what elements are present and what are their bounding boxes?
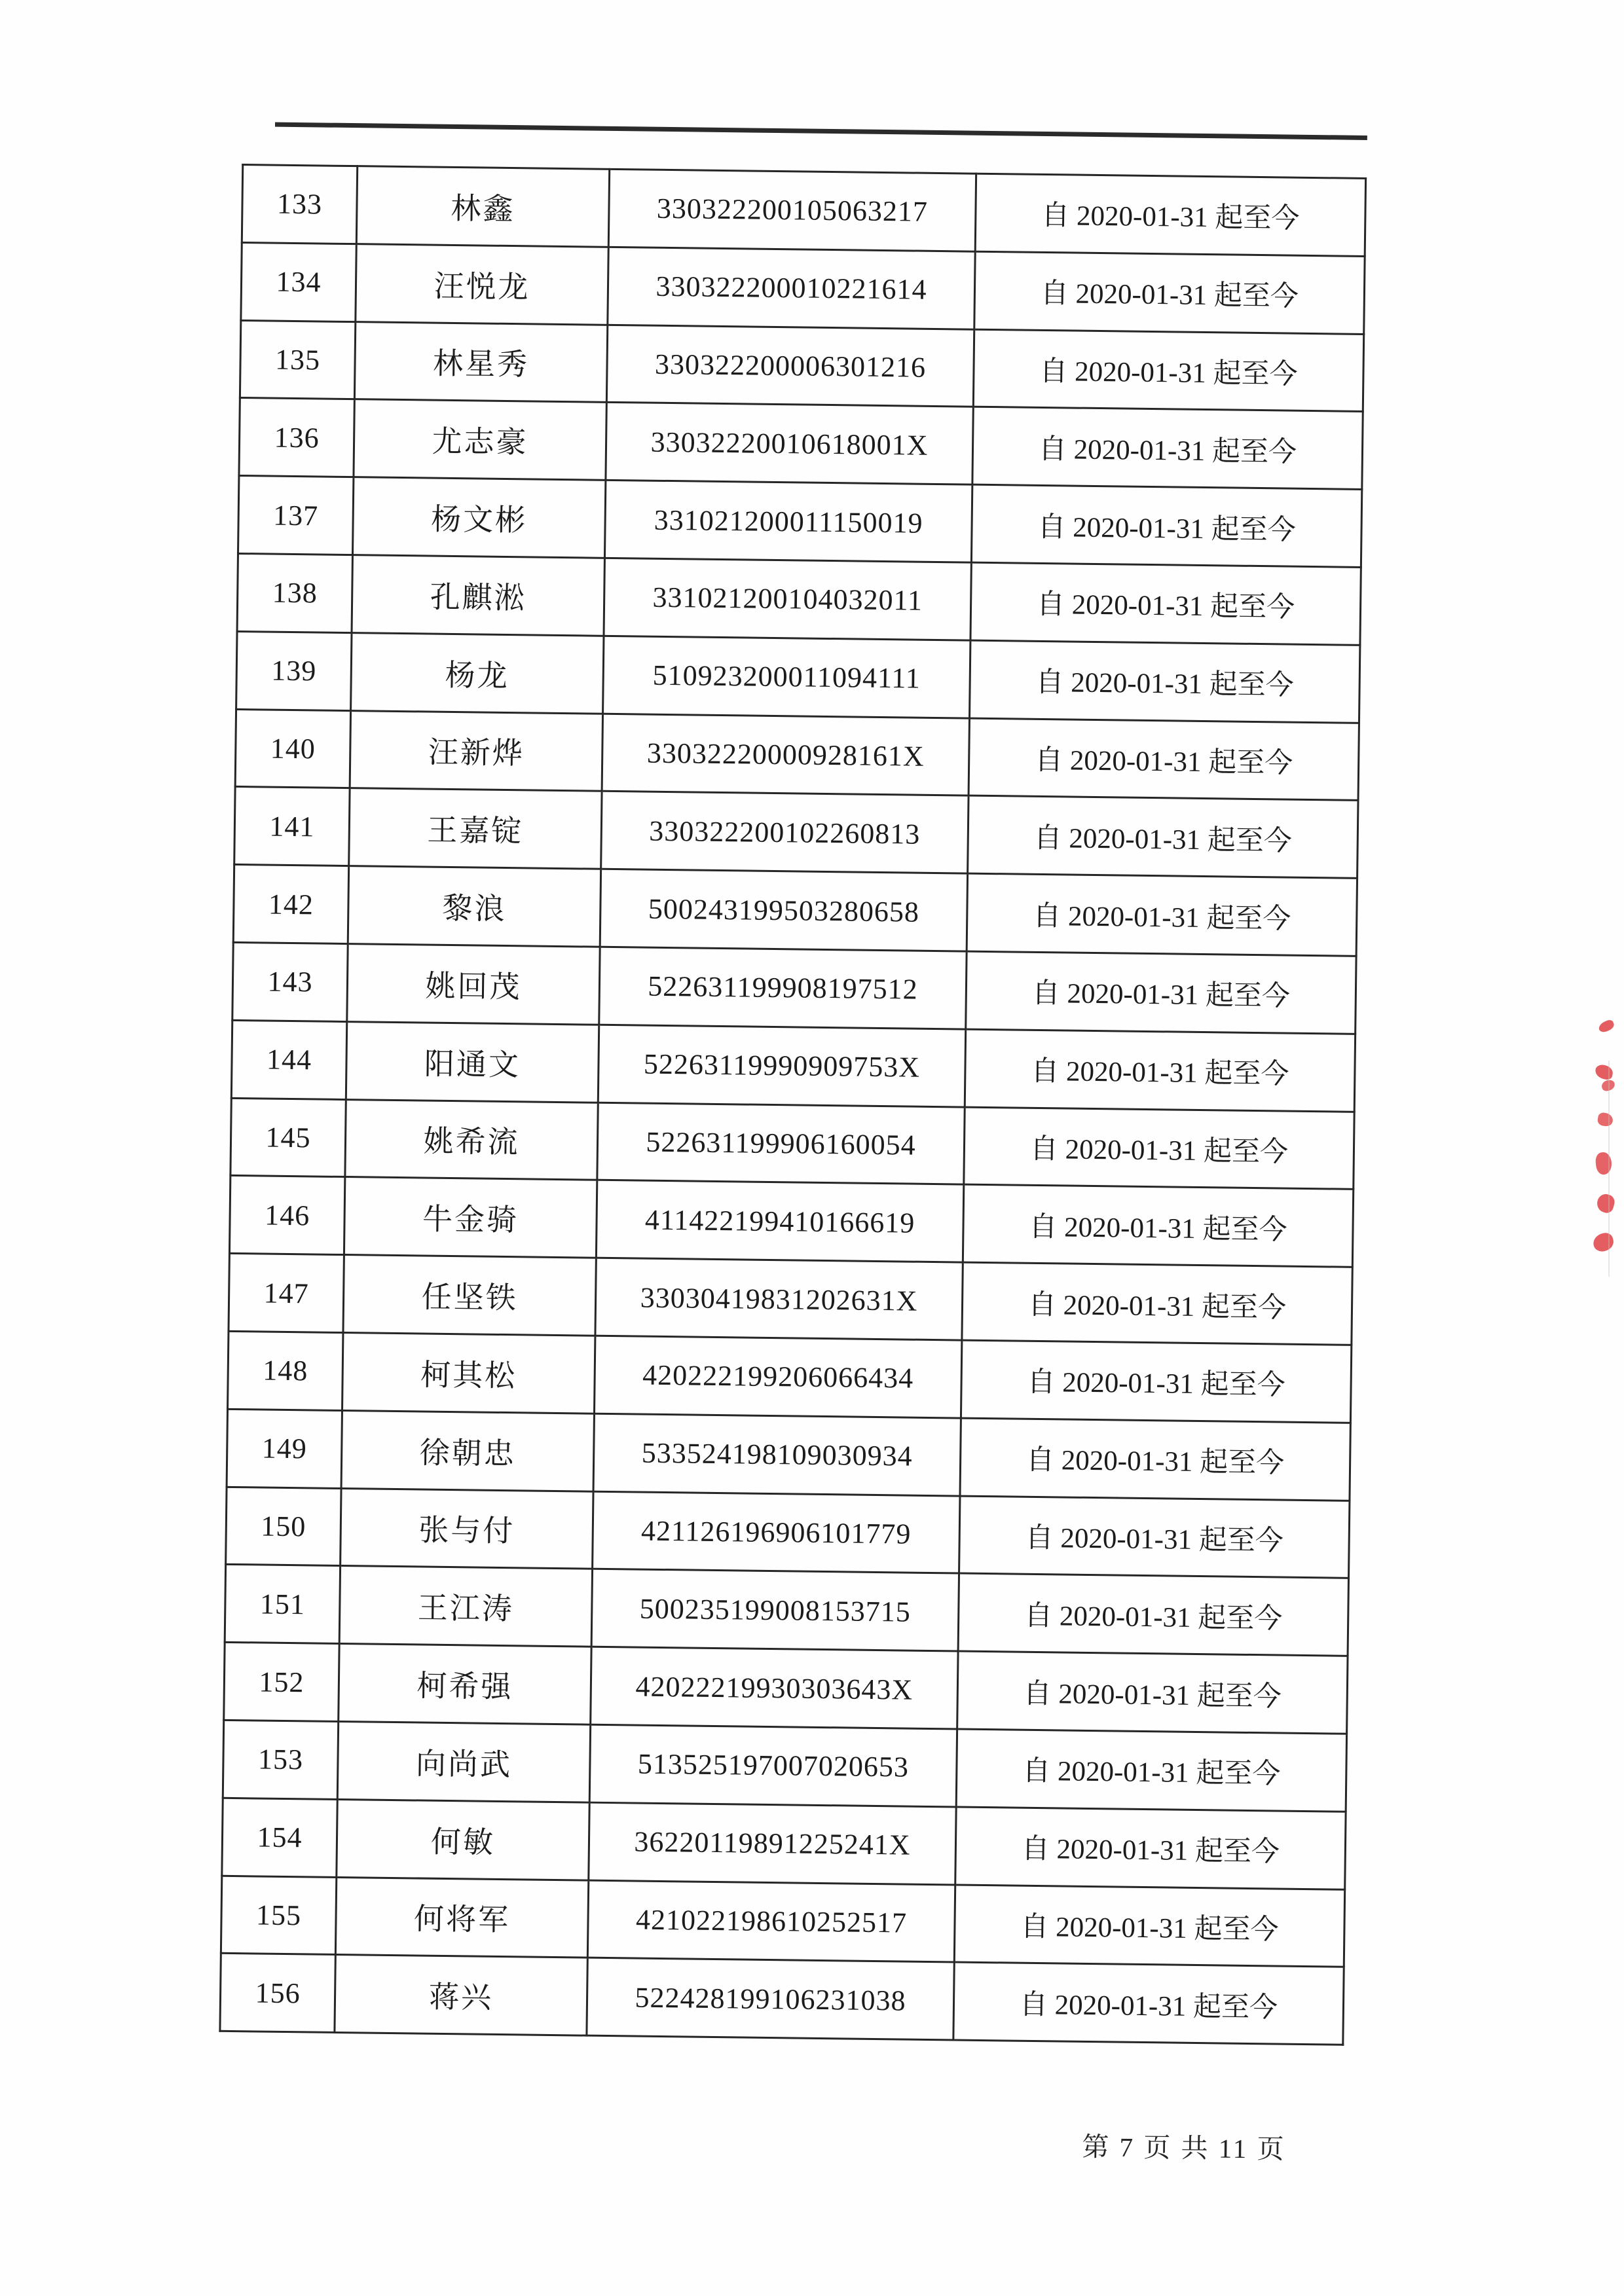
table-row xyxy=(231,1020,1355,1112)
id-number-cell: 500235199008153715 xyxy=(591,1569,959,1652)
period-cell: 自 2020-01-31 起至今 xyxy=(960,1418,1350,1501)
period-cell: 自 2020-01-31 起至今 xyxy=(961,1340,1351,1423)
table-row xyxy=(241,242,1365,334)
period-cell: 自 2020-01-31 起至今 xyxy=(965,1029,1355,1112)
table-row xyxy=(233,865,1357,957)
row-index-cell: 146 xyxy=(229,1176,344,1255)
id-number-cell: 533524198109030934 xyxy=(593,1413,961,1496)
id-number-cell: 420222199206066434 xyxy=(594,1336,961,1418)
name-cell: 向尚武 xyxy=(337,1721,590,1802)
period-cell: 自 2020-01-31 起至今 xyxy=(953,1962,1344,2045)
period-cell: 自 2020-01-31 起至今 xyxy=(967,873,1357,956)
row-index-cell: 141 xyxy=(234,787,350,866)
table-row xyxy=(234,787,1358,879)
name-cell: 林星秀 xyxy=(354,321,607,402)
id-number-cell: 52263119990909753X xyxy=(598,1025,965,1107)
id-number-cell: 522428199106231038 xyxy=(587,1958,954,2040)
id-number-cell: 331021200104032011 xyxy=(604,558,971,640)
id-number-cell: 522631199906160054 xyxy=(597,1102,965,1185)
row-index-cell: 135 xyxy=(240,320,355,399)
id-number-cell: 411422199410166619 xyxy=(596,1180,963,1263)
name-cell: 王嘉锭 xyxy=(349,788,602,869)
name-cell: 何敏 xyxy=(337,1799,589,1880)
roster-table xyxy=(219,164,1367,2046)
row-index-cell: 142 xyxy=(233,865,348,944)
id-number-cell: 421022198610252517 xyxy=(587,1880,955,1963)
name-cell: 杨龙 xyxy=(351,632,604,713)
table-row xyxy=(225,1565,1348,1656)
name-cell: 孔麒淞 xyxy=(352,555,604,636)
table-row xyxy=(223,1720,1346,1812)
row-index-cell: 140 xyxy=(235,709,350,788)
period-cell: 自 2020-01-31 起至今 xyxy=(970,562,1361,645)
id-number-cell: 522631199908197512 xyxy=(599,947,967,1029)
table-row xyxy=(237,553,1361,645)
id-number-cell: 42022219930303643X xyxy=(591,1647,958,1729)
name-cell: 何将军 xyxy=(335,1877,588,1958)
row-index-cell: 154 xyxy=(222,1798,337,1877)
table-row xyxy=(224,1642,1348,1734)
name-cell: 汪悦龙 xyxy=(356,244,608,324)
table-row xyxy=(221,1876,1344,1967)
table-row xyxy=(229,1176,1353,1267)
period-cell: 自 2020-01-31 起至今 xyxy=(971,484,1361,567)
period-cell: 自 2020-01-31 起至今 xyxy=(968,796,1358,879)
id-number-cell: 330322200102260813 xyxy=(601,792,969,874)
row-index-cell: 144 xyxy=(231,1020,346,1099)
id-number-cell: 510923200011094111 xyxy=(603,636,970,718)
table-row xyxy=(239,398,1363,490)
period-cell: 自 2020-01-31 起至今 xyxy=(959,1496,1350,1578)
period-cell: 自 2020-01-31 起至今 xyxy=(955,1807,1346,1889)
period-cell: 自 2020-01-31 起至今 xyxy=(964,1107,1354,1190)
row-index-cell: 133 xyxy=(242,165,357,244)
id-number-cell: 330322200010221614 xyxy=(608,247,975,329)
row-index-cell: 150 xyxy=(226,1487,341,1566)
period-cell: 自 2020-01-31 起至今 xyxy=(966,951,1356,1034)
id-number-cell: 33032220000928161X xyxy=(602,714,969,796)
row-index-cell: 152 xyxy=(224,1642,339,1721)
row-index-cell: 139 xyxy=(236,631,352,710)
period-cell: 自 2020-01-31 起至今 xyxy=(957,1651,1348,1734)
row-index-cell: 149 xyxy=(227,1409,342,1488)
name-cell: 汪新烨 xyxy=(350,710,602,791)
id-number-cell: 33030419831202631X xyxy=(595,1258,963,1340)
period-cell: 自 2020-01-31 起至今 xyxy=(958,1573,1348,1656)
id-number-cell: 421126196906101779 xyxy=(593,1491,960,1574)
period-cell: 自 2020-01-31 起至今 xyxy=(963,1184,1353,1267)
name-cell: 杨文彬 xyxy=(352,477,605,558)
table-row xyxy=(220,1954,1344,2045)
period-cell: 自 2020-01-31 起至今 xyxy=(969,718,1359,801)
table-row xyxy=(231,1098,1354,1190)
row-index-cell: 138 xyxy=(237,553,352,632)
row-index-cell: 151 xyxy=(225,1565,340,1644)
name-cell: 张与付 xyxy=(341,1488,593,1569)
table-row xyxy=(242,165,1365,257)
page-indicator: 第 7 页 共 11 页 xyxy=(1082,2131,1286,2164)
name-cell: 黎浪 xyxy=(348,866,600,947)
period-cell: 自 2020-01-31 起至今 xyxy=(975,173,1365,256)
name-cell: 林鑫 xyxy=(356,166,609,247)
table-row xyxy=(232,942,1356,1034)
page-footer xyxy=(1082,2125,1286,2166)
name-cell: 姚回茂 xyxy=(347,944,600,1025)
row-index-cell: 148 xyxy=(228,1331,343,1410)
period-cell: 自 2020-01-31 起至今 xyxy=(956,1729,1346,1812)
name-cell: 柯希强 xyxy=(339,1644,591,1724)
name-cell: 王江涛 xyxy=(339,1566,592,1647)
period-cell: 自 2020-01-31 起至今 xyxy=(972,407,1363,490)
id-number-cell: 36220119891225241X xyxy=(589,1802,956,1885)
scan-edge-artifact xyxy=(1608,1061,1610,1277)
name-cell: 任坚铁 xyxy=(343,1255,596,1336)
name-cell: 牛金骑 xyxy=(344,1177,597,1258)
id-number-cell: 331021200011150019 xyxy=(604,481,972,563)
table-row xyxy=(226,1487,1350,1578)
period-cell: 自 2020-01-31 起至今 xyxy=(974,251,1365,334)
name-cell: 徐朝忠 xyxy=(341,1410,594,1491)
row-index-cell: 155 xyxy=(221,1876,336,1955)
row-index-cell: 147 xyxy=(229,1254,344,1333)
row-index-cell: 156 xyxy=(220,1954,335,2033)
id-number-cell: 330322200105063217 xyxy=(608,169,976,251)
name-cell: 阳通文 xyxy=(346,1021,599,1102)
header-rule xyxy=(275,122,1367,140)
id-number-cell: 500243199503280658 xyxy=(600,869,967,951)
row-index-cell: 145 xyxy=(231,1098,346,1177)
table-row xyxy=(240,320,1363,412)
row-index-cell: 134 xyxy=(241,242,356,321)
table-row xyxy=(235,709,1359,801)
id-number-cell: 33032220010618001X xyxy=(606,403,973,485)
row-index-cell: 143 xyxy=(232,942,348,1021)
row-index-cell: 137 xyxy=(238,476,353,555)
table-row xyxy=(229,1254,1352,1345)
name-cell: 柯其松 xyxy=(342,1332,595,1413)
table-row xyxy=(227,1409,1350,1501)
name-cell: 姚希流 xyxy=(345,1099,598,1180)
table-row xyxy=(236,631,1360,723)
name-cell: 尤志豪 xyxy=(354,399,606,480)
period-cell: 自 2020-01-31 起至今 xyxy=(970,640,1360,723)
roster-table-body xyxy=(220,165,1366,2045)
period-cell: 自 2020-01-31 起至今 xyxy=(962,1262,1352,1345)
id-number-cell: 330322200006301216 xyxy=(606,325,974,407)
table-row xyxy=(228,1331,1352,1423)
period-cell: 自 2020-01-31 起至今 xyxy=(954,1885,1344,1967)
row-index-cell: 136 xyxy=(239,398,354,477)
name-cell: 蒋兴 xyxy=(335,1955,587,2035)
table-row xyxy=(238,476,1361,568)
id-number-cell: 513525197007020653 xyxy=(589,1724,957,1807)
period-cell: 自 2020-01-31 起至今 xyxy=(973,329,1363,412)
table-row xyxy=(222,1798,1346,1889)
row-index-cell: 153 xyxy=(223,1720,338,1799)
